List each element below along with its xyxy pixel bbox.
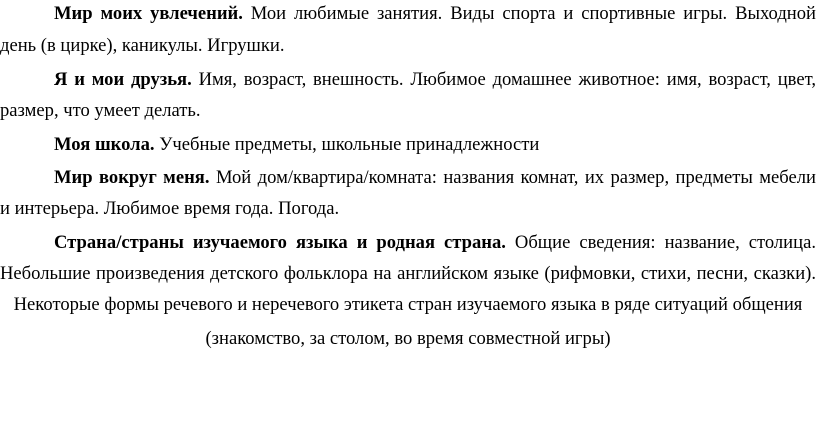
text-friends-1: Имя, возраст, внешность. Любимое домашнее животное: имя, возраст, цвет, bbox=[198, 69, 816, 90]
text-country-4: (знакомство, за столом, во время совместной игры) bbox=[205, 328, 611, 349]
paragraph-world-line-1 bbox=[0, 166, 816, 190]
paragraph-friends-line-1 bbox=[0, 68, 816, 92]
paragraph-country-line-2 bbox=[0, 262, 816, 286]
heading-world: Мир вокруг меня. bbox=[54, 167, 210, 188]
paragraph-school-line-1 bbox=[0, 133, 816, 157]
paragraph-country-line-4 bbox=[0, 327, 816, 351]
paragraph-hobbies-line-1 bbox=[0, 2, 816, 26]
paragraph-friends-line-2 bbox=[0, 99, 816, 123]
heading-country: Страна/страны изучаемого языка и родная страна. bbox=[54, 232, 506, 253]
paragraph-hobbies-line-2 bbox=[0, 34, 816, 58]
text-country-2: Небольшие произведения детского фольклора на английском языке (рифмовки, стихи, песни, сказки). bbox=[0, 263, 816, 284]
paragraph-world-line-2 bbox=[0, 197, 816, 221]
heading-school: Моя школа. bbox=[54, 134, 155, 155]
text-world-1: Мой дом/квартира/комната: названия комнат, их размер, предметы мебели bbox=[215, 167, 816, 188]
paragraph-country-line-1 bbox=[0, 231, 816, 255]
text-friends-2: размер, что умеет делать. bbox=[0, 100, 201, 121]
text-hobbies-1: Мои любимые занятия. Виды спорта и спортивные игры. Выходной bbox=[250, 3, 816, 24]
text-country-1: Общие сведения: название, столица. bbox=[514, 232, 816, 253]
text-school-1: Учебные предметы, школьные принадлежности bbox=[159, 134, 540, 155]
text-country-3: Некоторые формы речевого и неречевого этикета стран изучаемого языка в ряде ситуаций общения bbox=[13, 294, 803, 315]
text-world-2: и интерьера. Любимое время года. Погода. bbox=[0, 198, 340, 219]
heading-hobbies: Мир моих увлечений. bbox=[54, 3, 243, 24]
heading-friends: Я и мои друзья. bbox=[54, 69, 192, 90]
paragraph-country-line-3 bbox=[0, 293, 816, 317]
text-hobbies-2: день (в цирке), каникулы. Игрушки. bbox=[0, 35, 285, 56]
